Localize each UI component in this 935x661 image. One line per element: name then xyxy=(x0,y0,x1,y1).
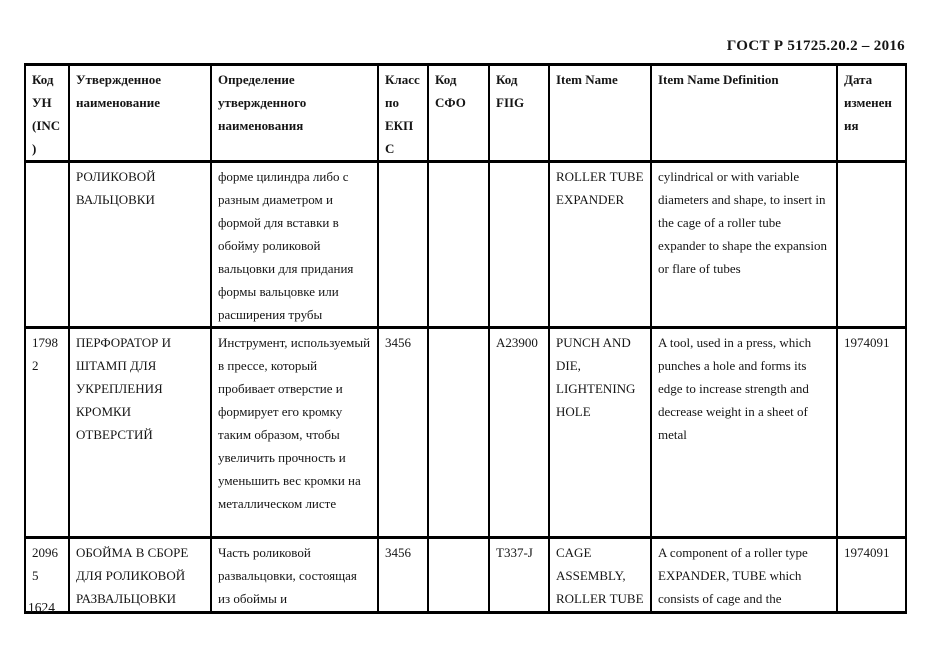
column-header-ekps-class: Класс по ЕКПС xyxy=(378,65,428,162)
cell-inc: 17982 xyxy=(25,328,69,538)
document-standard-title: ГОСТ Р 51725.20.2 – 2016 xyxy=(726,38,905,54)
cell-definition: Часть роликовой развальцовки, состоящая из обоймы и xyxy=(211,538,378,613)
cell-change-date: 1974091 xyxy=(837,328,906,538)
cell-sfo-code xyxy=(428,538,489,613)
cell-approved-name: ПЕРФОРАТОР И ШТАМП ДЛЯ УКРЕПЛЕНИЯ КРОМКИ ОТВЕРСТИЙ xyxy=(69,328,211,538)
table-row xyxy=(25,538,906,613)
cell-sfo-code xyxy=(428,328,489,538)
cell-fiig-code: T337-J xyxy=(489,538,549,613)
cell-inc xyxy=(25,162,69,328)
cell-item-name-definition: cylindrical or with variable diameters and shape, to insert in the cage of a roller tube expander to shape the expansion or flare of tubes xyxy=(651,162,837,328)
cell-fiig-code: A23900 xyxy=(489,328,549,538)
column-header-fiig-code: Код FIIG xyxy=(489,65,549,162)
cell-definition: Инструмент, используемый в прессе, который пробивает отверстие и формирует его кромку таким образом, чтобы увеличить прочность и уменьшить вес кромки на металлическом листе xyxy=(211,328,378,538)
cell-ekps-class: 3456 xyxy=(378,328,428,538)
cell-item-name-definition: A tool, used in a press, which punches a hole and forms its edge to increase strength and decrease weight in a sheet of metal xyxy=(651,328,837,538)
cell-item-name: CAGE ASSEMBLY, ROLLER TUBE xyxy=(549,538,651,613)
column-header-item-name: Item Name xyxy=(549,65,651,162)
cell-sfo-code xyxy=(428,162,489,328)
cell-item-name: ROLLER TUBE EXPANDER xyxy=(549,162,651,328)
table-row xyxy=(25,162,906,328)
cell-change-date xyxy=(837,162,906,328)
column-header-inc: Код УН (INC) xyxy=(25,65,69,162)
column-header-item-name-definition: Item Name Definition xyxy=(651,65,837,162)
column-header-definition: Определение утвержденного наименования xyxy=(211,65,378,162)
cell-definition: форме цилиндра либо с разным диаметром и формой для вставки в обойму роликовой вальцовки для придания формы вальцовке или расширения трубы xyxy=(211,162,378,328)
cell-inc: 20965 xyxy=(25,538,69,613)
cell-approved-name: ОБОЙМА В СБОРЕ ДЛЯ РОЛИКОВОЙ РАЗВАЛЬЦОВКИ xyxy=(69,538,211,613)
item-dictionary-table xyxy=(24,63,907,614)
page-number: 1624 xyxy=(28,600,55,615)
cell-ekps-class xyxy=(378,162,428,328)
cell-change-date: 1974091 xyxy=(837,538,906,613)
table-header-row xyxy=(25,65,906,162)
column-header-change-date: Дата изменения xyxy=(837,65,906,162)
table-row xyxy=(25,328,906,538)
cell-approved-name: РОЛИКОВОЙ ВАЛЬЦОВКИ xyxy=(69,162,211,328)
column-header-approved-name: Утвержденное наименование xyxy=(69,65,211,162)
column-header-sfo-code: Код СФО xyxy=(428,65,489,162)
cell-fiig-code xyxy=(489,162,549,328)
cell-ekps-class: 3456 xyxy=(378,538,428,613)
cell-item-name-definition: A component of a roller type EXPANDER, TUBE which consists of cage and the xyxy=(651,538,837,613)
cell-item-name: PUNCH AND DIE, LIGHTENING HOLE xyxy=(549,328,651,538)
